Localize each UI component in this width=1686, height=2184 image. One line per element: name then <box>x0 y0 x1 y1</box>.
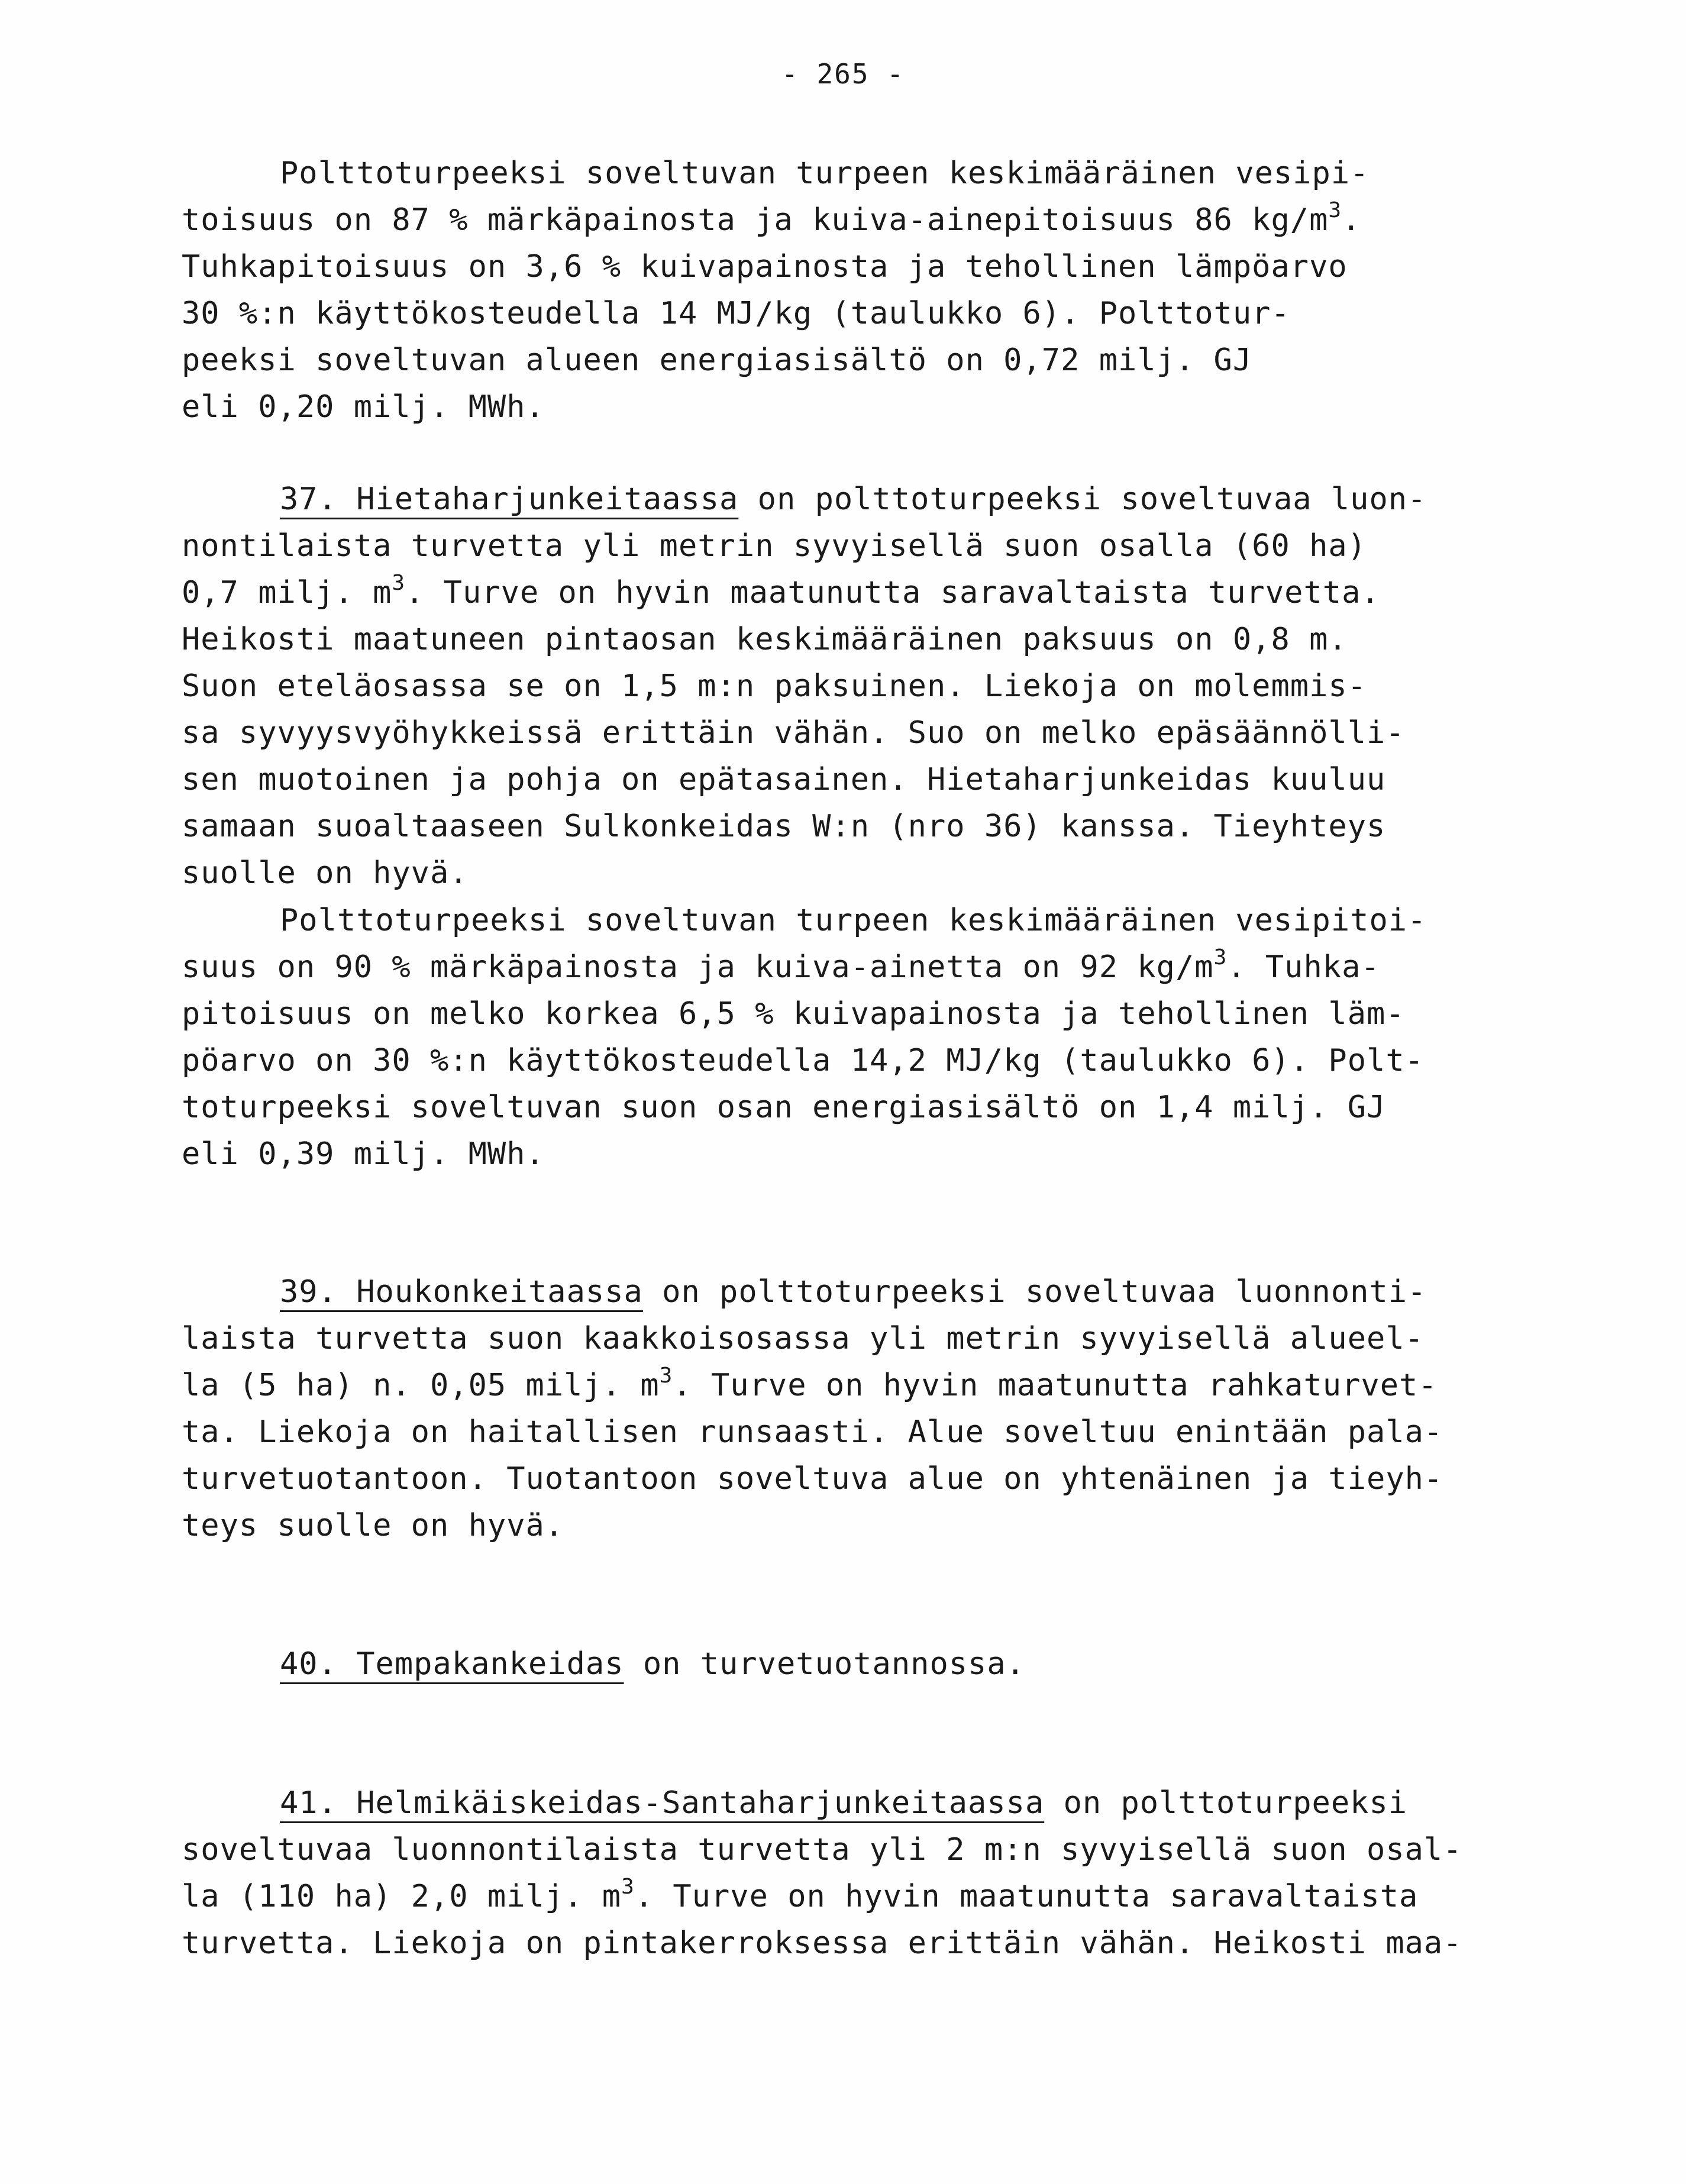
text-line: pöarvo on 30 %:n käyttökosteudella 14,2 MJ/kg (taulukko 6). Polt- <box>182 1043 1424 1078</box>
text-line: eli 0,20 milj. MWh. <box>182 389 545 425</box>
text-line: sa syvyysvyöhykkeissä erittäin vähän. Suo on melko epäsäännölli- <box>182 715 1405 751</box>
text-line: la (110 ha) 2,0 milj. $m^3$. Turve on hyvin maatunutta saravaltaista <box>182 1875 1419 1914</box>
text-line: turvetta. Liekoja on pintakerroksessa erittäin vähän. Heikosti maa- <box>182 1925 1462 1961</box>
text-line: peeksi soveltuvan alueen energiasisältö on 0,72 milj. GJ <box>182 343 1252 378</box>
section-heading: 40. Tempakankeidas <box>280 1646 624 1682</box>
text-line: Suon eteläosassa se on 1,5 m:n paksuinen. Liekoja on molemmis- <box>182 668 1367 704</box>
page-number: - 265 - <box>781 58 905 90</box>
text-line: Polttoturpeeksi soveltuvan turpeen keskimääräinen vesipitoi- <box>280 903 1427 938</box>
text-line: toturpeeksi soveltuvan suon osan energiasisältö on 1,4 milj. GJ <box>182 1090 1386 1125</box>
superscript: 3 <box>1213 945 1228 970</box>
text-line: soveltuvaa luonnontilaista turvetta yli 2 m:n syvyisellä suon osal- <box>182 1832 1462 1868</box>
text-line: laista turvetta suon kaakkoisosassa yli metrin syvyisellä alueel- <box>182 1321 1424 1356</box>
text-line: 40. Tempakankeidas on turvetuotannossa. <box>280 1646 1025 1682</box>
text-line: 41. Helmikäiskeidas-Santaharjunkeitaassa on polttoturpeeksi <box>280 1785 1408 1821</box>
text-line: 39. Houkonkeitaassa on polttoturpeeksi soveltuvaa luonnonti- <box>280 1274 1427 1310</box>
superscript: 3 <box>1328 198 1342 222</box>
text-line: 37. Hietaharjunkeitaassa on polttoturpeeksi soveltuvaa luon- <box>280 482 1427 517</box>
text-line: Heikosti maatuneen pintaosan keskimääräinen paksuus on 0,8 m. <box>182 622 1348 657</box>
section-heading: 37. Hietaharjunkeitaassa <box>280 482 739 517</box>
text-line: samaan suoaltaaseen Sulkonkeidas W:n (nro 36) kanssa. Tieyhteys <box>182 809 1386 844</box>
superscript: 3 <box>659 1364 673 1388</box>
text-line: sen muotoinen ja pohja on epätasainen. Hietaharjunkeidas kuuluu <box>182 762 1386 797</box>
text-line: nontilaista turvetta yli metrin syvyisellä suon osalla (60 ha) <box>182 528 1367 564</box>
text-line: 0,7 milj. $m^3$. Turve on hyvin maatunutta saravaltaista turvetta. <box>182 571 1380 610</box>
text-line: turvetuotantoon. Tuotantoon soveltuva alue on yhtenäinen ja tieyh- <box>182 1461 1443 1497</box>
text-line: eli 0,39 milj. MWh. <box>182 1136 545 1172</box>
text-line: Polttoturpeeksi soveltuvan turpeen keskimääräinen vesipi- <box>280 156 1370 191</box>
text-line: suus on 90 % märkäpainosta ja kuiva-ainetta on 92 $kg/m^3$. Tuhka- <box>182 945 1380 985</box>
section-heading: 41. Helmikäiskeidas-Santaharjunkeitaassa <box>280 1785 1045 1821</box>
text-line: teys suolle on hyvä. <box>182 1508 564 1543</box>
superscript: 3 <box>621 1875 635 1899</box>
text-line: pitoisuus on melko korkea 6,5 % kuivapainosta ja tehollinen läm- <box>182 996 1405 1032</box>
text-line: la (5 ha) n. 0,05 milj. $m^3$. Turve on hyvin maatunutta rahkaturvet- <box>182 1364 1438 1403</box>
superscript: 3 <box>392 571 406 595</box>
text-line: ta. Liekoja on haitallisen runsaasti. Alue soveltuu enintään pala- <box>182 1414 1443 1450</box>
text-line: toisuus on 87 % märkäpainosta ja kuiva-ainepitoisuus 86 $kg/m^3$. <box>182 198 1361 238</box>
text-line: suolle on hyvä. <box>182 855 469 891</box>
text-line: 30 %:n käyttökosteudella 14 MJ/kg (taulukko 6). Polttotur- <box>182 296 1290 331</box>
text-line: Tuhkapitoisuus on 3,6 % kuivapainosta ja tehollinen lämpöarvo <box>182 249 1348 285</box>
section-heading: 39. Houkonkeitaassa <box>280 1274 643 1310</box>
